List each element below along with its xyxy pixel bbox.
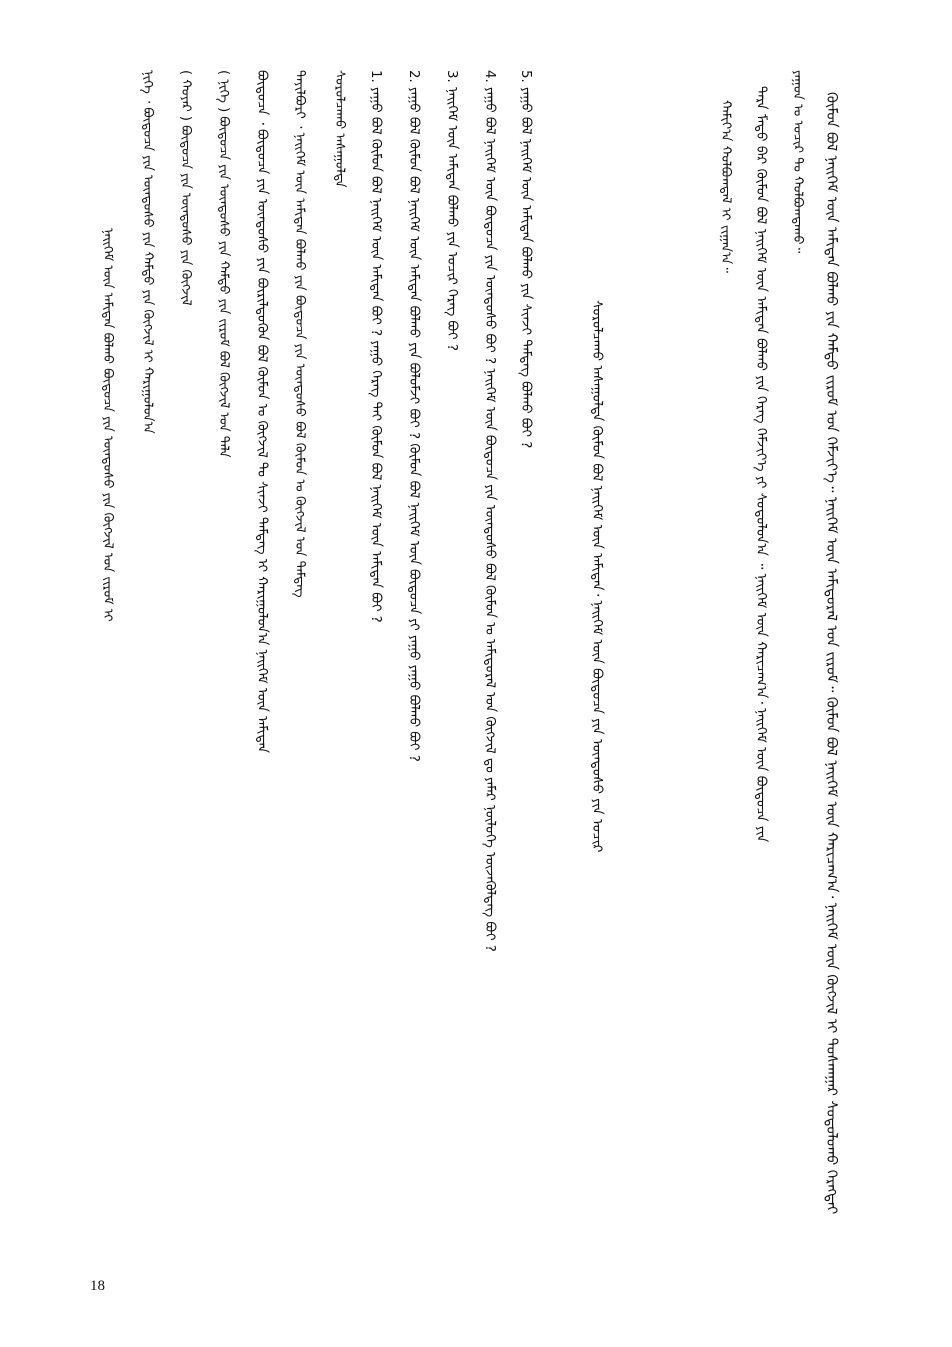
reference-line-4: ( ᠬᠣᠶᠠᠷ ) ᠪᠦᠲᠦᠴᠡ ᠶᠢᠨ ᠦᠨᠳᠦᠰᠦ ᠶᠢᠨ ᠬᠥᠭᠵᠢᠯ xyxy=(178,70,193,306)
question-3: 3. ᠨᠡᠢᠭᠡᠮ ᠦᠨ ᠠᠮᠢᠲᠠᠨ ᠪᠣᠯᠬᠣ ᠶᠢᠨ ᠤᠴᠢᠷ ᠬᠡᠷᠡᠭ ᠪᠤᠢ ? xyxy=(444,70,459,351)
footer-line: ᠨᠡᠢᠭᠡᠮ ᠦᠨ ᠠᠮᠢᠲᠠᠨ ᠪᠣᠯᠬᠣ ᠪᠦᠲᠦᠴᠡ ᠶᠢᠨ ᠦᠨᠳᠦᠰᠦ ᠶᠢᠨ ᠬᠥᠭᠵᠢᠯ ᠤᠨ ᠵᠢᠷᠤᠮ ᠢ xyxy=(100,228,115,622)
body-line-2: ᠶᠠᠭᠤᠨ ᠤ ᠤᠴᠢᠷ ᠲᠤ ᠬᠣᠯᠪᠣᠭᠳᠠᠬᠤ᠃ xyxy=(790,70,805,254)
body-line-1: ᠬᠦᠮᠦᠨ ᠪᠣᠯ ᠨᠡᠢᠭᠡᠮ ᠦᠨ ᠠᠮᠢᠲᠠᠨ ᠪᠣᠯᠬᠣ ᠶᠢᠨ ᠬᠠᠮᠲᠤ ᠵᠢᠷᠤᠮ ᠤᠨ ᠬᠡᠮᠵᠢᠶ᠎ᠡ᠃ ᠨᠡᠢᠭᠡᠮ ᠦᠨ ᠠᠮᠢᠳᠤᠷᠠᠯ ᠤᠨ ᠵᠢᠷᠤᠮ᠃ ᠬᠦᠮᠦᠨ ᠪᠣᠯ ᠨᠡᠢᠭᠡᠮ ᠦᠨ ᠬᠠᠷᠢᠴᠠᠭ᠎ᠠ᠂ ᠨᠡᠢᠭᠡᠮ ᠦᠨ ᠬᠥᠭᠵᠢᠯ ᠢ ᠲᠤᠰᠬᠠᠭᠠᠷ ᠰᠣᠳᠤᠯᠤᠬᠤ ᠬᠡᠷᠡᠭᠲᠡᠢ xyxy=(823,92,839,1215)
reference-line-5: ᠨᠢᠭᠡ ᠂ ᠪᠦᠲᠦᠴᠡ ᠶᠢᠨ ᠦᠨᠳᠦᠰᠦ ᠶᠢᠨ ᠬᠠᠮᠲᠤ ᠶᠢᠨ ᠬᠥᠭᠵᠢᠯ ᠢ ᠬᠠᠷᠢᠭᠤᠯᠤᠨ᠎ᠠ xyxy=(140,70,155,434)
reference-line-3: ( ᠨᠢᠭᠡ ) ᠪᠦᠲᠦᠴᠡ ᠶᠢᠨ ᠦᠨᠳᠦᠰᠦ ᠶᠢᠨ ᠬᠠᠮᠲᠤ ᠶᠢᠨ ᠵᠢᠷᠤᠮ ᠪᠣᠯ ᠬᠥᠭᠵᠢᠯ ᠤᠨ ᠲᠠᠯᠠ xyxy=(216,70,231,458)
body-line-4: ᠬᠠᠮᠢᠶ᠎ᠠ ᠬᠣᠯᠪᠣᠭᠳᠠᠯ ᠢ ᠵᠢᠭᠠᠨ᠎ᠠ᠃ xyxy=(718,100,733,274)
page-number: 18 xyxy=(90,1278,105,1294)
question-4: 4. ᠶᠠᠭᠤ ᠪᠣᠯ ᠨᠡᠢᠭᠡᠮ ᠦᠨ ᠪᠦᠲᠦᠴᠡ ᠶᠢᠨ ᠦᠨᠳᠦᠰᠦ ᠪᠤᠢ ? ᠨᠡᠢᠭᠡᠮ ᠦᠨ ᠪᠦᠲᠦᠴᠡ ᠶᠢᠨ ᠦᠨᠳᠦᠰᠦ ᠪᠣᠯ ᠬᠦᠮᠦᠨ ᠤ ᠠᠮᠢᠳᠤᠷᠠᠯ ᠤᠨ ᠬᠥᠭᠵᠢᠯ ᠳᠤ ᠶᠠᠮᠠᠷ ᠨᠥᠯᠦᠭᠡ ᠦᠵᠡᠭᠦᠯᠳᠡᠭ ᠪᠤᠢ ? xyxy=(482,70,497,952)
section-heading: ᠰᠤᠷᠤᠯᠴᠠᠬᠤ ᠠᠰᠠᠭᠤᠯᠲᠠ ᠬᠦᠮᠦᠨ ᠪᠣᠯ ᠨᠡᠢᠭᠡᠮ ᠦᠨ ᠠᠮᠢᠲᠠᠨ᠂ ᠨᠡᠢᠭᠡᠮ ᠦᠨ ᠪᠦᠲᠦᠴᠡ ᠶᠢᠨ ᠦᠨᠳᠦᠰᠦ ᠶᠢᠨ ᠤᠴᠢᠷ xyxy=(589,300,605,853)
question-1: 1. ᠶᠠᠭᠤ ᠪᠣᠯ ᠬᠦᠮᠦᠨ ᠪᠣᠯ ᠨᠡᠢᠭᠡᠮ ᠦᠨ ᠠᠮᠢᠲᠠᠨ ᠪᠤᠢ ? ᠶᠠᠭᠤ ᠬᠡᠷᠡᠭ ᠲᠡᠢ ᠬᠦᠮᠦᠨ ᠪᠣᠯ ᠨᠡᠢᠭᠡᠮ ᠦᠨ ᠠᠮᠢᠲᠠᠨ ᠪᠤᠢ ? xyxy=(368,70,383,623)
questions-subheading: ᠰᠤᠷᠤᠯᠴᠠᠬᠤ ᠠᠰᠠᠭᠤᠯᠲᠠ xyxy=(332,70,347,188)
body-line-3: ᠲᠡᠷᠡ ᠮᠠᠲᠤ ᠪᠡᠷ ᠬᠦᠮᠦᠨ ᠪᠣᠯ ᠨᠡᠢᠭᠡᠮ ᠦᠨ ᠠᠮᠢᠲᠠᠨ ᠪᠣᠯᠬᠣ ᠶᠢᠨ ᠬᠡᠷᠡᠭ ᠬᠡᠮᠵᠢᠶ᠎ᠡ ᠶᠢ ᠰᠤᠳᠤᠯᠤᠨ᠎ᠠ ᠃ ᠨᠡᠢᠭᠡᠮ ᠦᠨ ᠬᠠᠷᠢᠴᠠᠭ᠎ᠠ᠂ ᠨᠡᠢᠭᠡᠮ ᠦᠨ ᠪᠦᠲᠦᠴᠡ ᠶᠢᠨ xyxy=(753,86,769,843)
reference-line-1: ᠲᠠᠶᠢᠯᠪᠤᠷᠢ ᠂ ᠨᠡᠢᠭᠡᠮ ᠦᠨ ᠠᠮᠢᠲᠠᠨ ᠪᠣᠯᠬᠣ ᠶᠢᠨ ᠪᠦᠲᠦᠴᠡ ᠶᠢᠨ ᠦᠨᠳᠦᠰᠦ ᠪᠣᠯ ᠬᠦᠮᠦᠨ ᠤ ᠬᠥᠭᠵᠢᠯ ᠤᠨ ᠲᠡᠮᠳᠡᠭ xyxy=(292,70,307,598)
reference-line-2: ᠪᠦᠲᠦᠴᠡ ᠂ ᠪᠦᠲᠦᠴᠡ ᠶᠢᠨ ᠦᠨᠳᠦᠰᠦ ᠶᠢᠨ ᠪᠦᠷᠢᠯᠳᠦᠭᠦᠨ ᠪᠣᠯ ᠬᠦᠮᠦᠨ ᠤ ᠬᠥᠭᠵᠢᠯ ᠲᠤ ᠰᠢᠨᠵᠢ ᠲᠡᠮᠳᠡᠭ ᠢ ᠬᠠᠷᠢᠭᠤᠯᠤᠨ᠎ᠠ ᠨᠡᠢᠭᠡᠮ ᠦᠨ ᠠᠮᠢᠲᠠᠨ xyxy=(254,70,269,753)
question-2: 2. ᠶᠠᠭᠤ ᠪᠣᠯ ᠬᠦᠮᠦᠨ ᠪᠣᠯ ᠨᠡᠢᠭᠡᠮ ᠦᠨ ᠠᠮᠢᠲᠠᠨ ᠪᠣᠯᠬᠣ ᠶᠢᠨ ᠪᠣᠯᠤᠮᠵᠢ ᠪᠤᠢ ? ᠬᠦᠮᠦᠨ ᠪᠣᠯ ᠨᠡᠢᠭᠡᠮ ᠦᠨ ᠪᠦᠲᠦᠴᠡ ᠶᠢ ᠶᠠᠭᠤ ᠶᠠᠭᠤ ᠪᠣᠯᠬᠣ ᠪᠤᠢ ? xyxy=(406,70,421,762)
question-5: 5. ᠶᠠᠭᠤ ᠪᠣᠯ ᠨᠡᠢᠭᠡᠮ ᠦᠨ ᠠᠮᠢᠲᠠᠨ ᠪᠣᠯᠬᠣ ᠶᠢᠨ ᠰᠢᠨᠵᠢ ᠲᠡᠮᠳᠡᠭ ᠪᠣᠯᠬᠣ ᠪᠤᠢ ? xyxy=(518,70,533,449)
